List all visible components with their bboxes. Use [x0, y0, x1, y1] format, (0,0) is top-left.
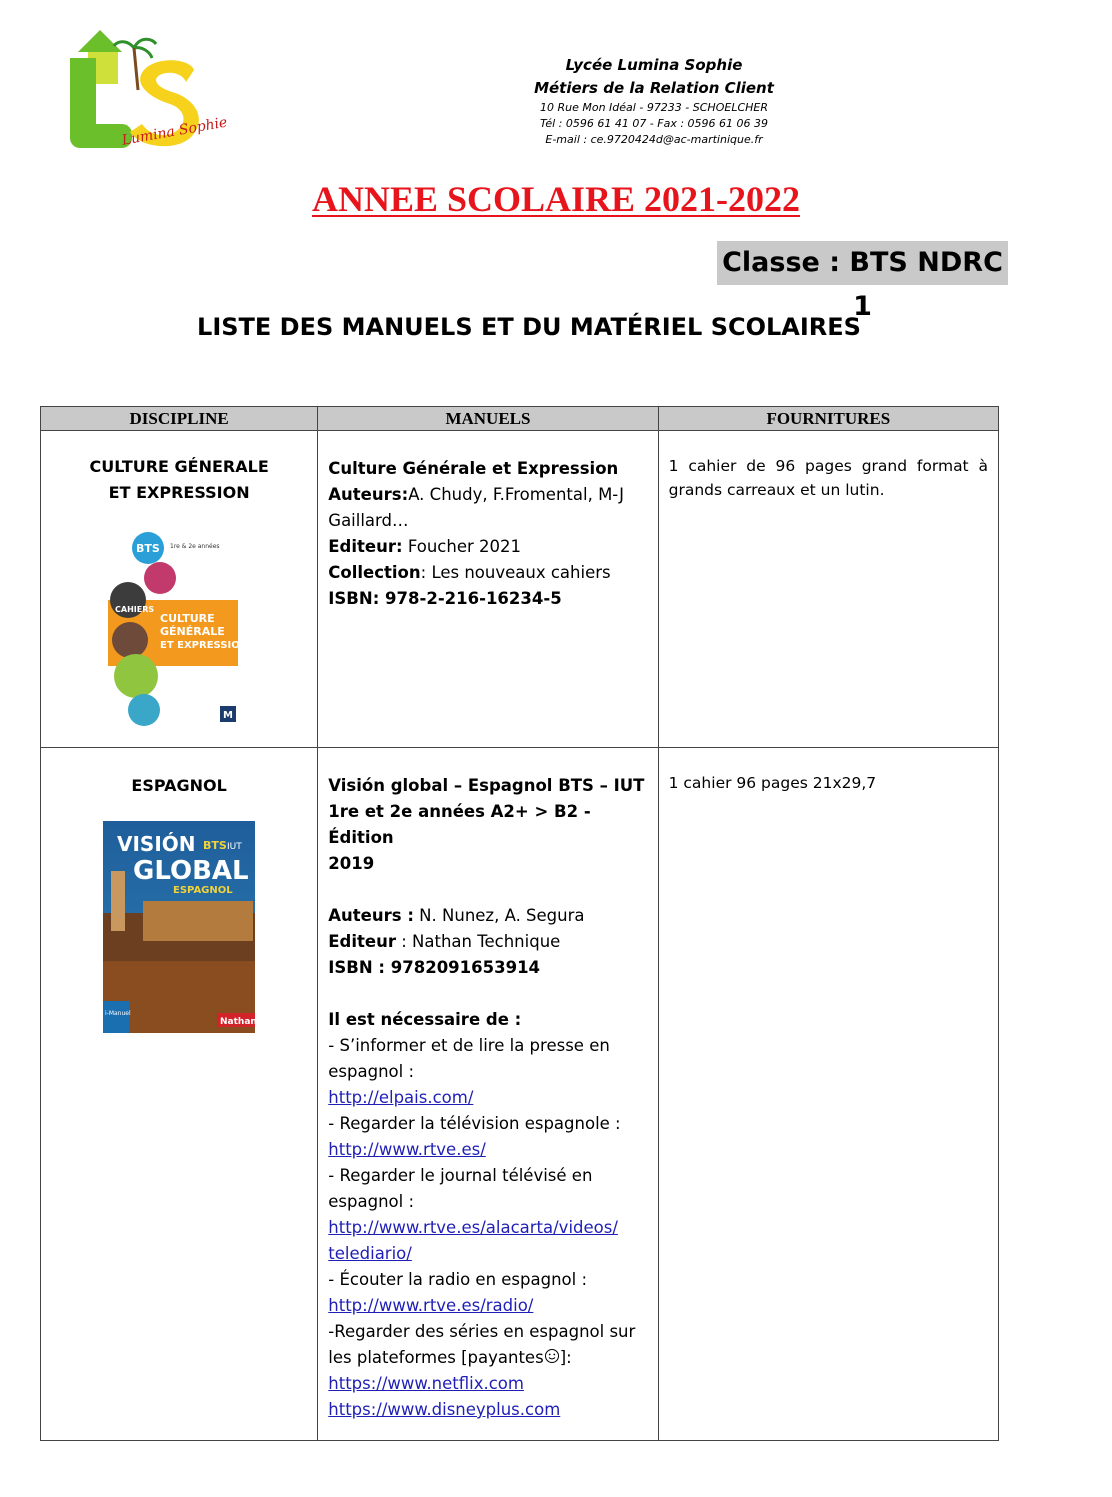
svg-text:VISIÓN: VISIÓN [117, 832, 196, 856]
supplies-text: 1 cahier de 96 pages grand format à grands carreaux et un lutin. [668, 457, 988, 499]
school-subtitle: Métiers de la Relation Client [534, 79, 774, 97]
manual-collection: Collection: Les nouveaux cahiers [328, 563, 611, 582]
svg-text:i-Manuel: i-Manuel [105, 1010, 131, 1017]
series-instruction-line2: les plateformes [payantes ]: [328, 1348, 572, 1367]
manual-authors: Auteurs:A. Chudy, F.Fromental, M-J Gaillard… [328, 485, 625, 530]
book-cover-culture-generale [108, 530, 250, 730]
svg-text:Nathan: Nathan [220, 1017, 257, 1027]
series-instruction: -Regarder des séries en espagnol sur [328, 1322, 636, 1341]
rtve-telediario-link[interactable]: http://www.rtve.es/alacarta/videos/ telediario/ [328, 1218, 618, 1263]
manual-isbn: ISBN : 9782091653914 [328, 958, 541, 977]
svg-text:1re & 2e années: 1re & 2e années [170, 543, 220, 550]
tv-instruction: - Regarder la télévision espagnole : [328, 1114, 621, 1133]
svg-text:ESPAGNOL: ESPAGNOL [173, 885, 233, 896]
supplies-cell [658, 748, 998, 1441]
discipline-cell [41, 748, 318, 1441]
header-manuels: MANUELS [318, 407, 658, 431]
discipline-name: CULTURE GÉNERALE [89, 457, 269, 476]
book-cover-vision-global [103, 821, 255, 1033]
svg-text:BTS: BTS [203, 839, 227, 852]
discipline-cell [41, 431, 318, 748]
svg-text:IUT: IUT [227, 842, 242, 852]
school-name: Lycée Lumina Sophie [565, 56, 743, 74]
netflix-link[interactable]: https://www.netflix.com [328, 1374, 524, 1393]
school-email: E-mail : ce.9720424d@ac-martinique.fr [545, 133, 763, 146]
school-header [448, 54, 860, 148]
press-instruction-line2: espagnol : [328, 1062, 415, 1081]
svg-text:M: M [223, 710, 234, 721]
supplies-text: 1 cahier 96 pages 21x29,7 [668, 774, 877, 792]
table-row [41, 431, 999, 748]
school-logo [60, 28, 229, 156]
svg-text:GLOBAL: GLOBAL [133, 856, 249, 886]
disneyplus-link[interactable]: https://www.disneyplus.com [328, 1400, 561, 1419]
svg-text:GÉNÉRALE: GÉNÉRALE [160, 625, 225, 638]
discipline-name-line2: ET EXPRESSION [108, 483, 250, 502]
rtve-radio-link[interactable]: http://www.rtve.es/radio/ [328, 1296, 534, 1315]
news-instruction-line2: espagnol : [328, 1192, 415, 1211]
smiley-icon [544, 1348, 560, 1364]
manual-title-line1: Visión global – Espagnol BTS – IUT [328, 776, 645, 795]
discipline-name: ESPAGNOL [131, 776, 227, 795]
manuals-cell [318, 431, 658, 748]
press-instruction: - S’informer et de lire la presse en [328, 1036, 610, 1055]
manual-authors: Auteurs : N. Nunez, A. Segura [328, 906, 585, 925]
manual-editor: Editeur: Foucher 2021 [328, 537, 521, 556]
svg-text:BTS: BTS [136, 542, 160, 555]
svg-text:ET EXPRESSION: ET EXPRESSION [160, 640, 249, 651]
elpais-link[interactable]: http://elpais.com/ [328, 1088, 474, 1107]
manual-title: Culture Générale et Expression [328, 459, 619, 478]
header-fournitures: FOURNITURES [658, 407, 998, 431]
svg-text:Lumina Sophie: Lumina Sophie [120, 114, 229, 149]
school-year-title: ANNEE SCOLAIRE 2021-2022 [311, 179, 801, 219]
list-title: LISTE DES MANUELS ET DU MATÉRIEL SCOLAIRES [197, 313, 861, 341]
school-phone: Tél : 0596 61 41 07 - Fax : 0596 61 06 39 [539, 117, 769, 130]
manual-editor: Editeur : Nathan Technique [328, 932, 561, 951]
needed-heading: Il est nécessaire de : [328, 1010, 522, 1029]
table-header-row [41, 407, 999, 431]
rtve-link[interactable]: http://www.rtve.es/ [328, 1140, 486, 1159]
news-instruction: - Regarder le journal télévisé en [328, 1166, 593, 1185]
radio-instruction: - Écouter la radio en espagnol : [328, 1270, 588, 1289]
svg-text:CAHIERS: CAHIERS [115, 605, 155, 614]
table-row [41, 748, 999, 1441]
svg-text:CULTURE: CULTURE [160, 612, 215, 625]
manual-title-line3: 2019 [328, 854, 375, 873]
school-address: 10 Rue Mon Idéal - 97233 - SCHOELCHER [540, 101, 768, 114]
manual-title-line2: 1re et 2e années A2+ > B2 - Édition [328, 802, 591, 847]
class-label: Classe : BTS NDRC 1 [717, 241, 1008, 285]
manual-isbn: ISBN: 978-2-216-16234-5 [328, 589, 562, 608]
header-discipline: DISCIPLINE [41, 407, 318, 431]
supplies-table [40, 406, 999, 1441]
manuals-cell [318, 748, 658, 1441]
supplies-cell [658, 431, 998, 748]
